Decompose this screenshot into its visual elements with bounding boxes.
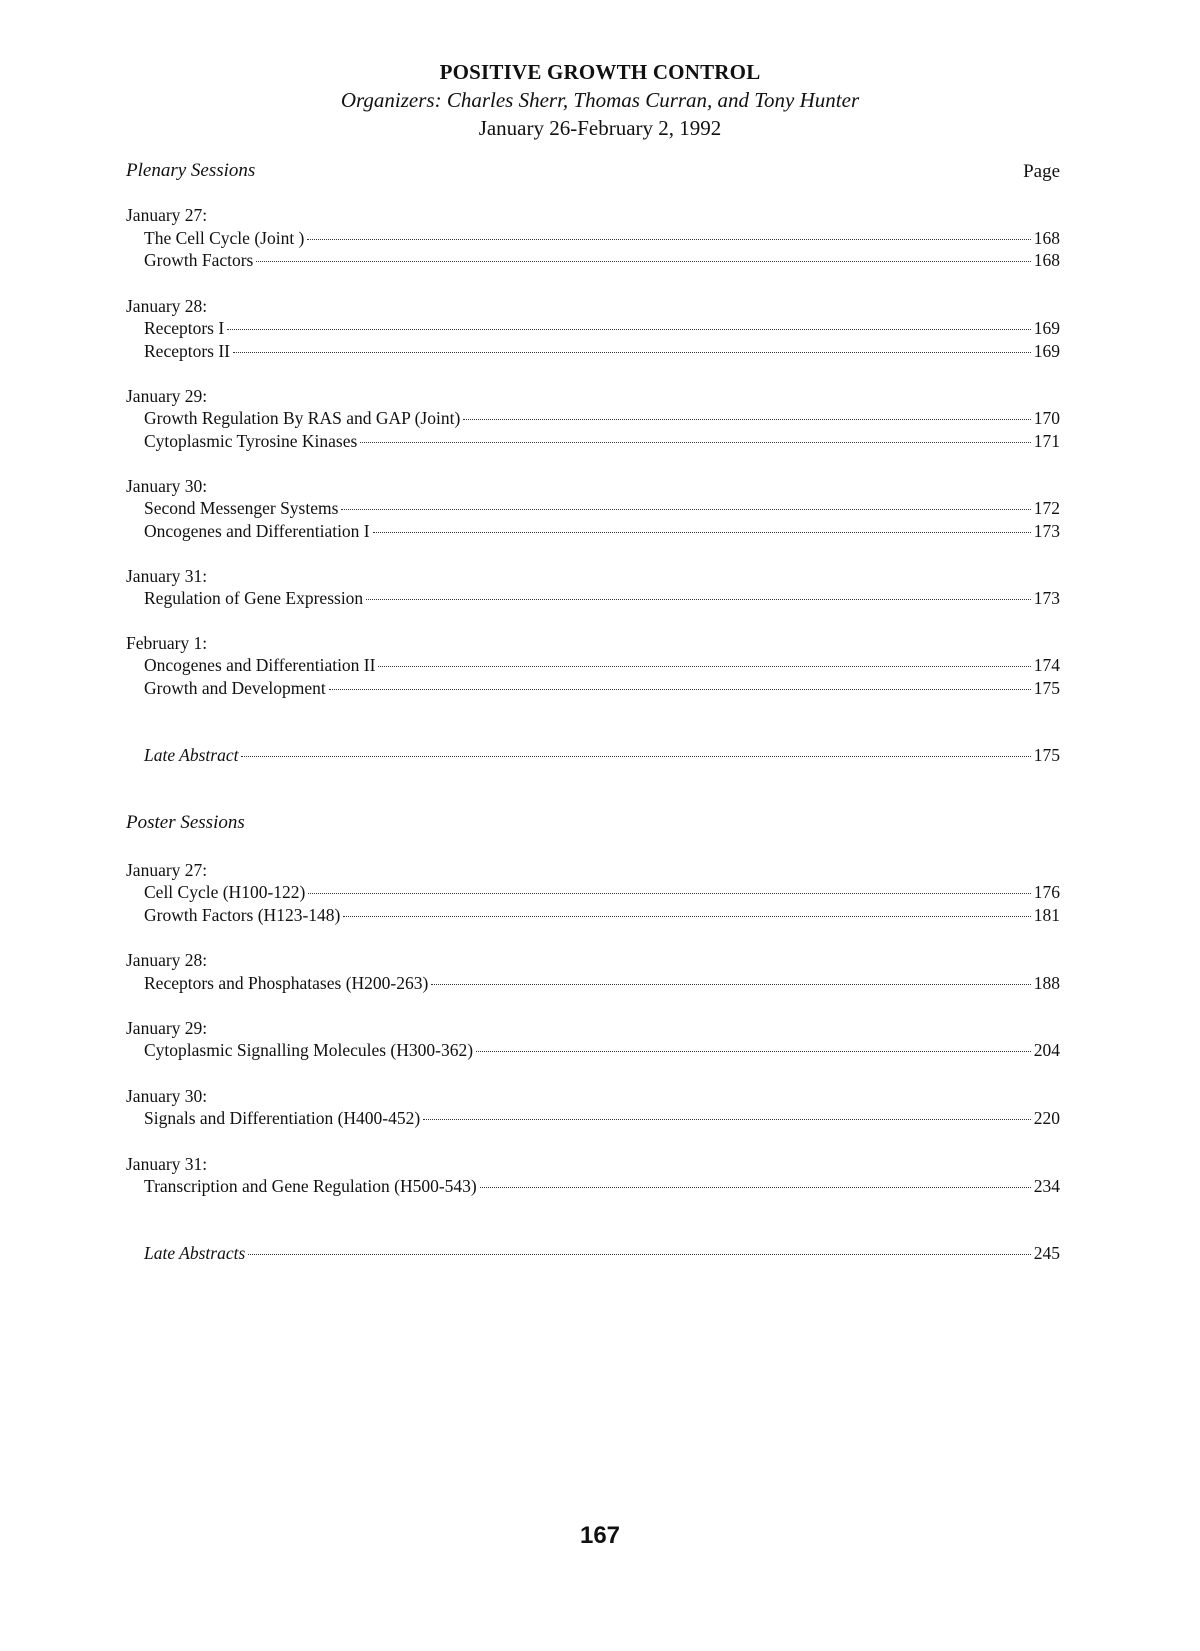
- toc-entry-label: Growth Factors: [144, 250, 254, 270]
- dot-leader: [480, 1187, 1031, 1188]
- toc-entry: [144, 228, 1060, 250]
- dot-leader: [341, 509, 1030, 510]
- toc-entry-label: Transcription and Gene Regulation (H500-543): [144, 1176, 477, 1196]
- dot-leader: [227, 329, 1031, 330]
- toc-entry-label: Cytoplasmic Tyrosine Kinases: [144, 431, 358, 451]
- poster-day-date: January 28:: [126, 950, 208, 970]
- toc-entry-page: 175: [1033, 745, 1060, 765]
- toc-entry-label: Oncogenes and Differentiation II: [144, 655, 376, 675]
- toc-entry-label: Growth Factors (H123-148): [144, 905, 341, 925]
- toc-entry-label: Regulation of Gene Expression: [144, 588, 364, 608]
- plenary-day-date: January 31:: [126, 566, 208, 586]
- toc-entry: [144, 655, 1060, 677]
- toc-entry-page: 172: [1033, 498, 1060, 518]
- toc-entry-page: 245: [1033, 1243, 1060, 1263]
- toc-entry-label: Growth and Development: [144, 678, 326, 698]
- dot-leader: [233, 352, 1031, 353]
- organizers-line: Organizers: Charles Sherr, Thomas Curran, and Tony Hunter: [340, 88, 860, 112]
- toc-entry-late-abstract: [144, 745, 1060, 767]
- toc-entry-page: 168: [1033, 250, 1060, 270]
- poster-day-date: January 31:: [126, 1154, 208, 1174]
- toc-entry-page: 188: [1033, 973, 1060, 993]
- poster-day-date: January 30:: [126, 1086, 208, 1106]
- conference-dates: January 26-February 2, 1992: [478, 116, 722, 140]
- toc-entry: [144, 408, 1060, 430]
- toc-entry: [144, 318, 1060, 340]
- toc-entry-page: 174: [1033, 655, 1060, 675]
- dot-leader: [256, 261, 1030, 262]
- toc-entry: [144, 678, 1060, 700]
- toc-entry: [144, 250, 1060, 272]
- toc-entry-label: Oncogenes and Differentiation I: [144, 521, 370, 541]
- toc-entry-page: 175: [1033, 678, 1060, 698]
- toc-entry: [144, 341, 1060, 363]
- plenary-sessions-heading: Plenary Sessions: [126, 160, 256, 181]
- plenary-day-date: January 30:: [126, 476, 208, 496]
- toc-entry-label: The Cell Cycle (Joint ): [144, 228, 305, 248]
- dot-leader: [423, 1119, 1031, 1120]
- dot-leader: [378, 666, 1030, 667]
- toc-entry-label: Growth Regulation By RAS and GAP (Joint): [144, 408, 461, 428]
- poster-sessions-heading: Poster Sessions: [126, 812, 245, 833]
- toc-entry: [144, 1176, 1060, 1198]
- toc-entry-page: 181: [1033, 905, 1060, 925]
- toc-entry-page: 234: [1033, 1176, 1060, 1196]
- dot-leader: [307, 239, 1030, 240]
- toc-entry-label: Cytoplasmic Signalling Molecules (H300-362): [144, 1040, 474, 1060]
- toc-entry: [144, 498, 1060, 520]
- toc-entry: [144, 431, 1060, 453]
- plenary-day-date: February 1:: [126, 633, 208, 653]
- plenary-day-date: January 29:: [126, 386, 208, 406]
- toc-entry-page: 173: [1033, 521, 1060, 541]
- plenary-day-date: January 27:: [126, 205, 208, 225]
- dot-leader: [366, 599, 1031, 600]
- poster-day-date: January 27:: [126, 860, 208, 880]
- dot-leader: [241, 756, 1030, 757]
- dot-leader: [343, 916, 1030, 917]
- dot-leader: [248, 1254, 1030, 1255]
- toc-entry-label: Signals and Differentiation (H400-452): [144, 1108, 421, 1128]
- toc-entry-label: Cell Cycle (H100-122): [144, 882, 306, 902]
- page-column-heading: Page: [1023, 161, 1060, 182]
- dot-leader: [463, 419, 1030, 420]
- toc-entry-label: Receptors and Phosphatases (H200-263): [144, 973, 429, 993]
- toc-entry: [144, 882, 1060, 904]
- plenary-day-date: January 28:: [126, 296, 208, 316]
- toc-entry-page: 204: [1033, 1040, 1060, 1060]
- page-number: 167: [579, 1522, 621, 1549]
- dot-leader: [476, 1051, 1031, 1052]
- toc-entry-label: Late Abstracts: [144, 1243, 246, 1263]
- dot-leader: [431, 984, 1030, 985]
- dot-leader: [373, 532, 1031, 533]
- toc-entry-page: 169: [1033, 318, 1060, 338]
- toc-entry: [144, 588, 1060, 610]
- toc-entry-label: Receptors I: [144, 318, 225, 338]
- toc-entry: [144, 1040, 1060, 1062]
- document-title: POSITIVE GROWTH CONTROL: [439, 60, 761, 84]
- toc-entry-late-abstracts: [144, 1243, 1060, 1265]
- toc-entry: [144, 521, 1060, 543]
- toc-entry-page: 168: [1033, 228, 1060, 248]
- toc-entry-page: 171: [1033, 431, 1060, 451]
- toc-entry-page: 169: [1033, 341, 1060, 361]
- toc-entry-page: 173: [1033, 588, 1060, 608]
- toc-entry-label: Late Abstract: [144, 745, 239, 765]
- toc-entry-page: 170: [1033, 408, 1060, 428]
- toc-entry-page: 220: [1033, 1108, 1060, 1128]
- dot-leader: [329, 689, 1031, 690]
- toc-entry: [144, 905, 1060, 927]
- toc-entry-page: 176: [1033, 882, 1060, 902]
- toc-entry: [144, 1108, 1060, 1130]
- dot-leader: [360, 442, 1030, 443]
- toc-entry: [144, 973, 1060, 995]
- dot-leader: [308, 893, 1030, 894]
- toc-entry-label: Second Messenger Systems: [144, 498, 339, 518]
- toc-entry-label: Receptors II: [144, 341, 231, 361]
- poster-day-date: January 29:: [126, 1018, 208, 1038]
